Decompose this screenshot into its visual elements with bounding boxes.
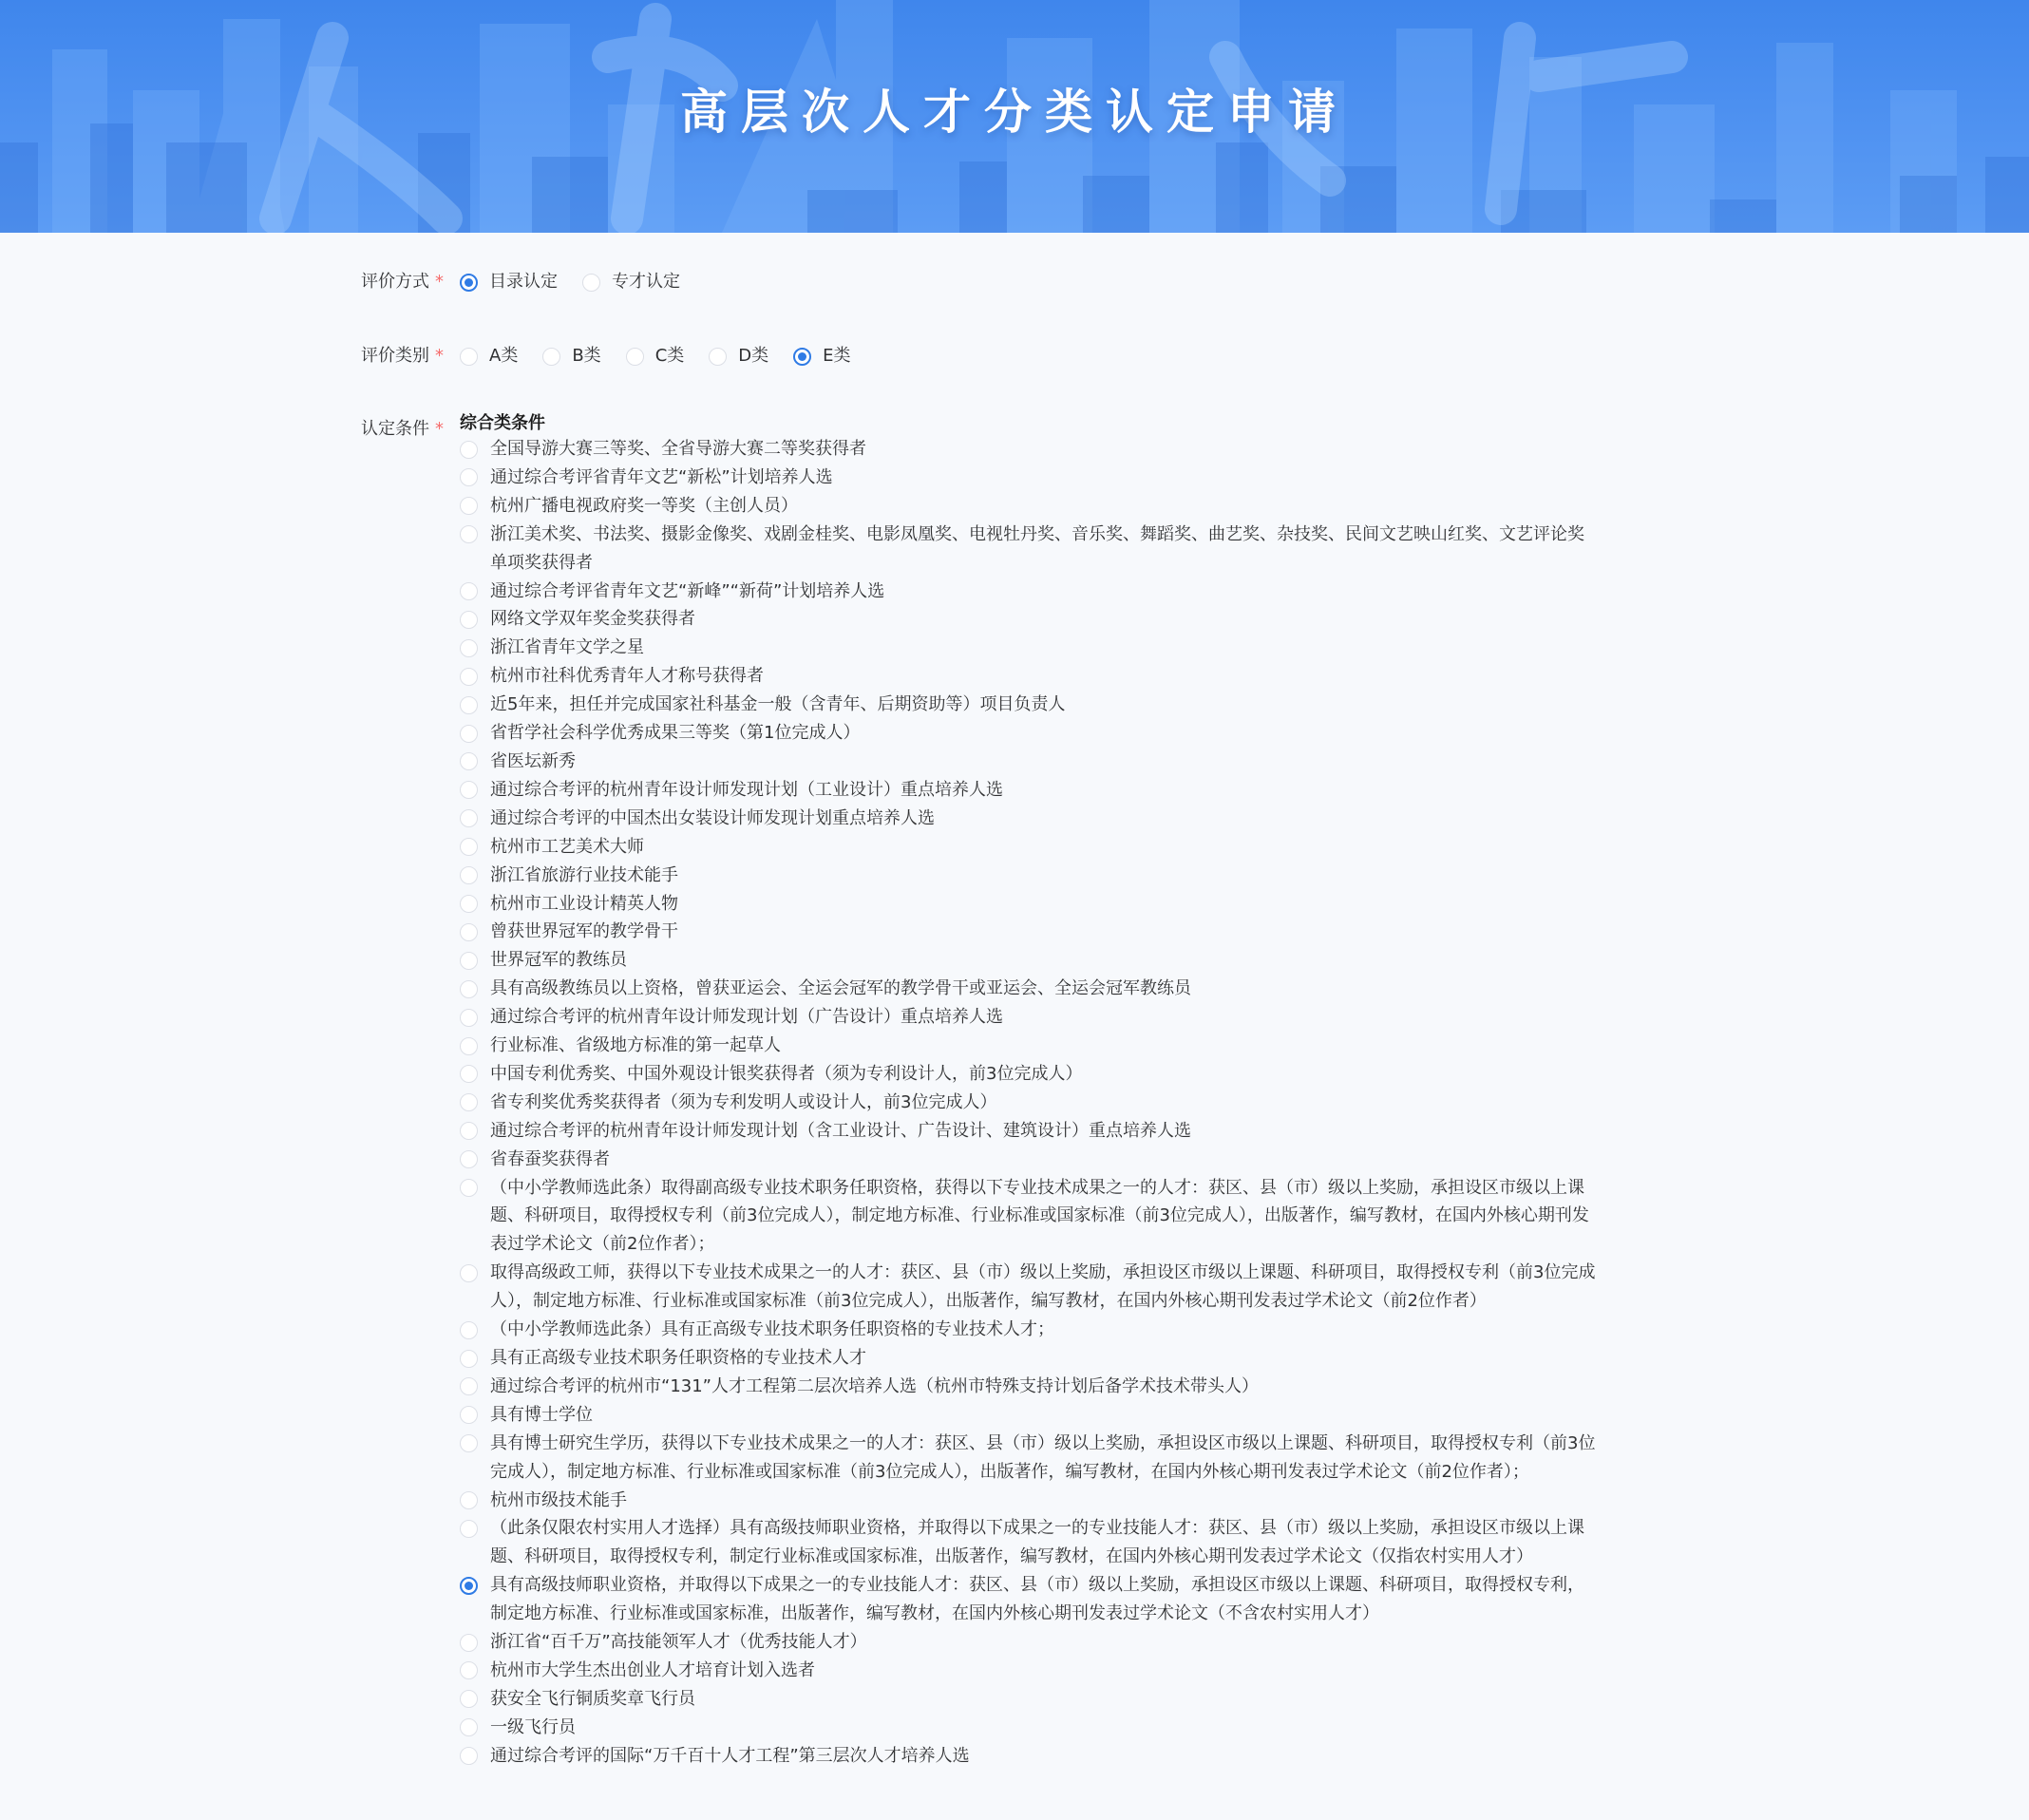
condition-option-20[interactable]	[460, 1003, 1596, 1032]
condition-option-text: 通过综合考评省青年文艺“新峰”“新荷”计划培养人选	[490, 580, 885, 601]
radio-unchecked-icon[interactable]	[460, 1406, 478, 1424]
condition-option-21[interactable]	[460, 1032, 1596, 1060]
condition-option-15[interactable]	[460, 862, 1596, 890]
condition-option-text: 曾获世界冠军的教学骨干	[490, 921, 678, 942]
evaluation-category-option-3-label: C类	[654, 346, 685, 366]
condition-option-32[interactable]	[460, 1430, 1596, 1487]
condition-option-5[interactable]	[460, 578, 1596, 606]
radio-unchecked-icon[interactable]	[460, 980, 478, 998]
condition-option-text: 获安全飞行铜质奖章飞行员	[490, 1688, 695, 1709]
radio-unchecked-icon[interactable]	[460, 1520, 478, 1538]
condition-option-text: 省医坛新秀	[490, 750, 576, 771]
condition-option-text: 杭州市工业设计精英人物	[490, 893, 678, 914]
radio-unchecked-icon[interactable]	[460, 866, 478, 884]
required-mark: *	[435, 346, 444, 366]
condition-option-text: 取得高级政工师，获得以下专业技术成果之一的人才：获区、县（市）级以上奖励，承担设区市级以上课题、科研项目，取得授权专利（前3位完成人），制定地方标准、行业标准或国家标准（前3位完成人），出版著作，编写教材，在国内外核心期刊发表过学术论文（前2位作者）	[490, 1262, 1596, 1312]
radio-unchecked-icon[interactable]	[460, 1434, 478, 1452]
radio-unchecked-icon[interactable]	[460, 781, 478, 799]
condition-option-38[interactable]	[460, 1685, 1596, 1714]
condition-option-11[interactable]	[460, 748, 1596, 776]
condition-option-1[interactable]	[460, 435, 1596, 464]
radio-unchecked-icon[interactable]	[460, 923, 478, 941]
evaluation-category-option-5-radio[interactable]	[793, 342, 850, 370]
condition-option-26[interactable]	[460, 1174, 1596, 1260]
radio-unchecked-icon[interactable]	[460, 1093, 478, 1111]
condition-option-text: 具有博士研究生学历，获得以下专业技术成果之一的人才：获区、县（市）级以上奖励，承担设区市级以上课题、科研项目，取得授权专利（前3位完成人），制定地方标准、行业标准或国家标准（前3位完成人），出版著作，编写教材，在国内外核心期刊发表过学术论文（前2位作者）；	[490, 1432, 1596, 1482]
condition-option-text: （中小学教师选此条）具有正高级专业技术职务任职资格的专业技术人才；	[490, 1319, 1054, 1340]
radio-unchecked-icon[interactable]	[460, 838, 478, 856]
condition-option-8[interactable]	[460, 662, 1596, 691]
radio-unchecked-icon[interactable]	[626, 348, 644, 366]
evaluation-method-radio-group	[460, 268, 1596, 296]
radio-unchecked-icon[interactable]	[460, 952, 478, 970]
conditions-group-title: 综合类条件	[460, 413, 545, 433]
radio-unchecked-icon[interactable]	[542, 348, 560, 366]
condition-option-text: 通过综合考评的国际“万千百十人才工程”第三层次人才培养人选	[490, 1745, 970, 1766]
radio-checked-icon[interactable]	[460, 1577, 478, 1595]
radio-unchecked-icon[interactable]	[460, 668, 478, 686]
evaluation-category-option-4-radio[interactable]	[709, 342, 768, 370]
radio-unchecked-icon[interactable]	[460, 582, 478, 600]
condition-option-6[interactable]	[460, 605, 1596, 634]
radio-unchecked-icon[interactable]	[460, 611, 478, 629]
evaluation-method-option-2-label: 专才认定	[612, 272, 680, 292]
radio-unchecked-icon[interactable]	[460, 1065, 478, 1083]
evaluation-category-option-5-label: E类	[823, 346, 851, 366]
radio-unchecked-icon[interactable]	[460, 1150, 478, 1168]
condition-option-4[interactable]	[460, 521, 1596, 578]
evaluation-category-option-3-radio[interactable]	[626, 342, 685, 370]
condition-option-40[interactable]	[460, 1742, 1596, 1771]
condition-option-30[interactable]	[460, 1373, 1596, 1401]
radio-unchecked-icon[interactable]	[460, 1179, 478, 1197]
condition-option-text: 省哲学社会科学优秀成果三等奖（第1位完成人）	[490, 723, 861, 744]
condition-option-37[interactable]	[460, 1657, 1596, 1685]
evaluation-method-row	[361, 268, 1596, 296]
condition-option-17[interactable]	[460, 918, 1596, 946]
condition-option-9[interactable]	[460, 691, 1596, 719]
condition-option-text: 浙江省旅游行业技术能手	[490, 864, 678, 885]
radio-unchecked-icon[interactable]	[460, 348, 478, 366]
evaluation-method-option-2-radio[interactable]	[582, 268, 680, 296]
radio-unchecked-icon[interactable]	[460, 752, 478, 770]
condition-option-text: 通过综合考评的中国杰出女装设计师发现计划重点培养人选	[490, 807, 935, 828]
condition-option-2[interactable]	[460, 464, 1596, 492]
radio-unchecked-icon[interactable]	[460, 525, 478, 543]
condition-option-31[interactable]	[460, 1401, 1596, 1430]
condition-option-text: 具有正高级专业技术职务任职资格的专业技术人才	[490, 1348, 866, 1368]
page-title: 高层次人才分类认定申请	[680, 85, 1349, 140]
radio-unchecked-icon[interactable]	[460, 1321, 478, 1339]
radio-unchecked-icon[interactable]	[460, 639, 478, 657]
condition-option-14[interactable]	[460, 833, 1596, 862]
condition-option-12[interactable]	[460, 776, 1596, 805]
condition-option-27[interactable]	[460, 1259, 1596, 1316]
condition-option-34[interactable]	[460, 1514, 1596, 1571]
condition-option-text: （中小学教师选此条）取得副高级专业技术职务任职资格，获得以下专业技术成果之一的人才：获区、县（市）级以上奖励，承担设区市级以上课题、科研项目，取得授权专利（前3位完成人），制定地方标准、行业标准或国家标准（前3位完成人），出版著作，编写教材，在国内外核心期刊发表过学术论文（前2位作者）；	[490, 1177, 1589, 1255]
radio-unchecked-icon[interactable]	[460, 1634, 478, 1652]
condition-option-text: 行业标准、省级地方标准的第一起草人	[490, 1035, 781, 1056]
condition-option-text: 一级飞行员	[490, 1716, 576, 1737]
evaluation-method-option-1-radio[interactable]	[460, 268, 558, 296]
condition-option-16[interactable]	[460, 890, 1596, 919]
condition-option-text: 具有高级教练员以上资格，曾获亚运会、全运会冠军的教学骨干或亚运会、全运会冠军教练员	[490, 978, 1191, 999]
radio-unchecked-icon[interactable]	[460, 696, 478, 714]
evaluation-category-row	[361, 342, 1596, 370]
condition-option-22[interactable]	[460, 1060, 1596, 1089]
condition-option-13[interactable]	[460, 805, 1596, 833]
condition-option-text: 网络文学双年奖金奖获得者	[490, 609, 695, 630]
radio-unchecked-icon[interactable]	[460, 895, 478, 913]
evaluation-category-option-2-label: B类	[572, 346, 601, 366]
radio-unchecked-icon[interactable]	[460, 1718, 478, 1736]
radio-unchecked-icon[interactable]	[460, 1690, 478, 1708]
condition-option-33[interactable]	[460, 1487, 1596, 1515]
radio-unchecked-icon[interactable]	[460, 468, 478, 486]
condition-option-29[interactable]	[460, 1344, 1596, 1373]
condition-option-text: 通过综合考评的杭州青年设计师发现计划（工业设计）重点培养人选	[490, 779, 1003, 800]
condition-option-text: 具有高级技师职业资格，并取得以下成果之一的专业技能人才：获区、县（市）级以上奖励，承担设区市级以上课题、科研项目，取得授权专利，制定地方标准、行业标准或国家标准，出版著作，编写教材，在国内外核心期刊发表过学术论文（不含农村实用人才）	[490, 1575, 1584, 1624]
condition-option-25[interactable]	[460, 1146, 1596, 1174]
radio-unchecked-icon[interactable]	[460, 1037, 478, 1055]
condition-option-18[interactable]	[460, 946, 1596, 975]
radio-unchecked-icon[interactable]	[460, 725, 478, 743]
condition-option-text: 中国专利优秀奖、中国外观设计银奖获得者（须为专利设计人，前3位完成人）	[490, 1063, 1083, 1084]
condition-option-text: 浙江省“百千万”高技能领军人才（优秀技能人才）	[490, 1632, 867, 1653]
condition-option-text: 全国导游大赛三等奖、全省导游大赛二等奖获得者	[490, 439, 866, 459]
radio-unchecked-icon[interactable]	[460, 1661, 478, 1679]
conditions-label	[361, 415, 446, 444]
required-mark: *	[435, 272, 444, 292]
condition-option-10[interactable]	[460, 719, 1596, 748]
condition-option-text: 杭州市大学生杰出创业人才培育计划入选者	[490, 1659, 815, 1680]
radio-unchecked-icon[interactable]	[460, 497, 478, 515]
evaluation-category-option-4-label: D类	[738, 346, 769, 366]
evaluation-method-label-text: 评价方式	[361, 272, 429, 292]
conditions-radio-list	[460, 435, 1596, 1771]
condition-option-text: 通过综合考评的杭州青年设计师发现计划（含工业设计、广告设计、建筑设计）重点培养人选	[490, 1120, 1191, 1141]
condition-option-28[interactable]	[460, 1316, 1596, 1344]
condition-option-text: 具有博士学位	[490, 1404, 593, 1425]
condition-option-text: 近5年来，担任并完成国家社科基金一般（含青年、后期资助等）项目负责人	[490, 694, 1066, 715]
condition-option-3[interactable]	[460, 492, 1596, 521]
condition-option-text: 省春蚕奖获得者	[490, 1148, 610, 1169]
evaluation-category-radio-group	[460, 342, 1596, 370]
evaluation-category-label	[361, 342, 446, 370]
condition-option-text: 省专利奖优秀奖获得者（须为专利发明人或设计人，前3位完成人）	[490, 1091, 997, 1112]
radio-unchecked-icon[interactable]	[582, 274, 600, 292]
condition-option-text: （此条仅限农村实用人才选择）具有高级技师职业资格，并取得以下成果之一的专业技能人才：获区、县（市）级以上奖励，承担设区市级以上课题、科研项目，取得授权专利，制定行业标准或国家标准，出版著作，编写教材，在国内外核心期刊发表过学术论文（仅指农村实用人才）	[490, 1518, 1584, 1567]
radio-unchecked-icon[interactable]	[460, 1264, 478, 1282]
condition-option-text: 杭州广播电视政府奖一等奖（主创人员）	[490, 495, 798, 516]
condition-option-35[interactable]	[460, 1571, 1596, 1628]
page-banner	[0, 0, 2029, 233]
condition-option-text: 世界冠军的教练员	[490, 950, 627, 971]
conditions-label-text: 认定条件	[361, 419, 429, 439]
condition-option-text: 浙江省青年文学之星	[490, 637, 644, 658]
condition-option-text: 通过综合考评的杭州市“131”人才工程第二层次培养人选（杭州市特殊支持计划后备学术技术带头人）	[490, 1375, 1260, 1396]
condition-option-text: 杭州市级技术能手	[490, 1489, 627, 1510]
evaluation-category-option-1-label: A类	[489, 346, 519, 366]
condition-option-7[interactable]	[460, 634, 1596, 662]
conditions-row	[361, 412, 1596, 1771]
radio-unchecked-icon[interactable]	[460, 441, 478, 459]
condition-option-text: 浙江美术奖、书法奖、摄影金像奖、戏剧金桂奖、电影凤凰奖、电视牡丹奖、音乐奖、舞蹈奖、曲艺奖、杂技奖、民间文艺映山红奖、文艺评论奖单项奖获得者	[490, 523, 1584, 573]
application-form	[361, 268, 1596, 1771]
radio-checked-icon[interactable]	[793, 348, 811, 366]
evaluation-method-option-1-label: 目录认定	[489, 272, 558, 292]
condition-option-19[interactable]	[460, 975, 1596, 1003]
condition-option-23[interactable]	[460, 1089, 1596, 1117]
radio-unchecked-icon[interactable]	[460, 1747, 478, 1765]
radio-unchecked-icon[interactable]	[460, 1009, 478, 1027]
condition-option-text: 杭州市社科优秀青年人才称号获得者	[490, 666, 764, 687]
condition-option-39[interactable]	[460, 1714, 1596, 1742]
required-mark: *	[435, 419, 444, 439]
radio-checked-icon[interactable]	[460, 274, 478, 292]
radio-unchecked-icon[interactable]	[460, 1491, 478, 1509]
radio-unchecked-icon[interactable]	[460, 1122, 478, 1140]
radio-unchecked-icon[interactable]	[709, 348, 727, 366]
condition-option-24[interactable]	[460, 1117, 1596, 1146]
evaluation-method-label	[361, 268, 446, 296]
radio-unchecked-icon[interactable]	[460, 1377, 478, 1395]
condition-option-text: 杭州市工艺美术大师	[490, 836, 644, 857]
radio-unchecked-icon[interactable]	[460, 809, 478, 827]
evaluation-category-label-text: 评价类别	[361, 346, 429, 366]
condition-option-text: 通过综合考评的杭州青年设计师发现计划（广告设计）重点培养人选	[490, 1007, 1003, 1028]
evaluation-category-option-1-radio[interactable]	[460, 342, 518, 370]
evaluation-category-option-2-radio[interactable]	[542, 342, 600, 370]
condition-option-36[interactable]	[460, 1628, 1596, 1657]
radio-unchecked-icon[interactable]	[460, 1350, 478, 1368]
condition-option-text: 通过综合考评省青年文艺“新松”计划培养人选	[490, 466, 833, 487]
